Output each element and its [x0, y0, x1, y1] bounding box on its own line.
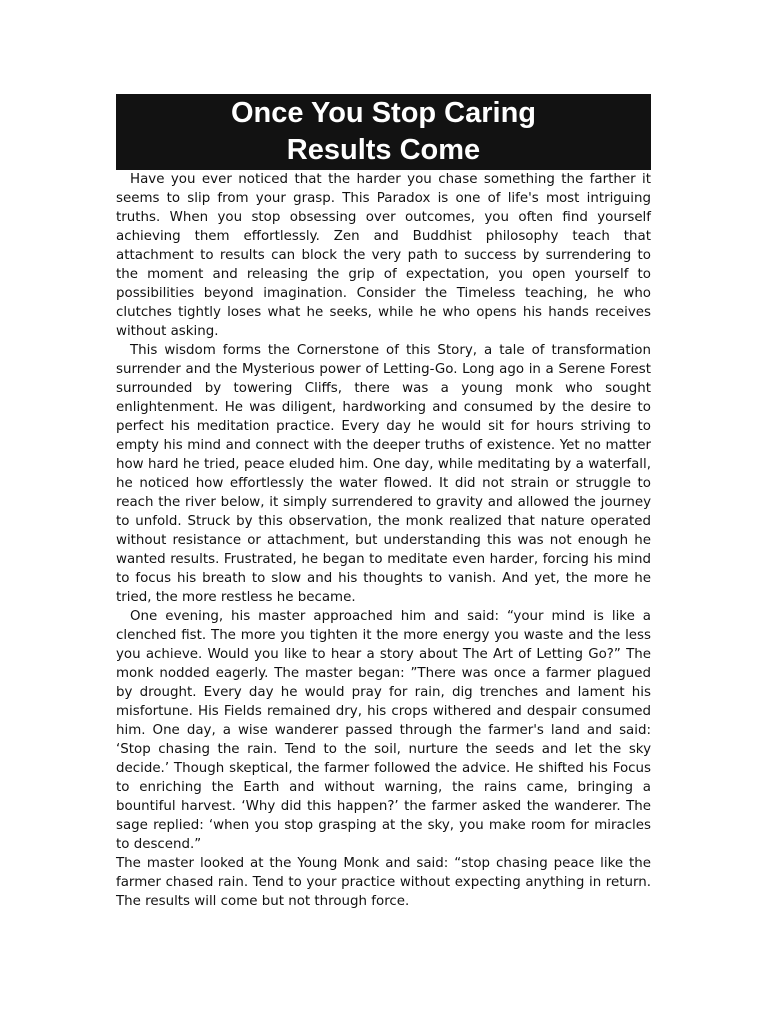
- paragraph-4: The master looked at the Young Monk and said: “stop chasing peace like the farmer chased rain. Tend to your practice without expecting anything in return. The results will come but not through force.: [116, 856, 651, 909]
- title-line-2: Results Come: [286, 134, 481, 166]
- document-page: [116, 94, 651, 911]
- title-line-1: Once You Stop Caring: [230, 97, 537, 129]
- paragraph-1: Have you ever noticed that the harder you chase something the farther it seems to slip from your grasp. This Paradox is one of life's most intriguing truths. When you stop obsessing over outcomes, you often find yourself achieving them effortlessly. Zen and Buddhist philosophy teach that attachment to results can block the very path to success by surrendering to the moment and releasing the grip of expectation, you open yourself to possibilities beyond imagination. Consider the Timeless teaching, he who clutches tightly loses what he seeks, while he who opens his hands receives without asking.: [116, 172, 651, 339]
- paragraph-3: One evening, his master approached him and said: “your mind is like a clenched fist. The more you tighten it the more energy you waste and the less you achieve. Would you like to hear a story about The Art of Letting Go?” The monk nodded eagerly. The master began: ”There was once a farmer plagued by drought. Every day he would pray for rain, dig trenches and lament his misfortune. His Fields remained dry, his crops withered and despair consumed him. One day, a wise wanderer passed through the farmer's land and said: ‘Stop chasing the rain. Tend to the soil, nurture the seeds and let the sky decide.’ Though skeptical, the farmer followed the advice. He shifted his Focus to enriching the Earth and without warning, the rains came, bringing a bountiful harvest. ‘Why did this happen?’ the farmer asked the wanderer. The sage replied: ‘when you stop grasping at the sky, you make room for miracles to descend.”: [116, 609, 651, 852]
- story-body: [116, 170, 651, 911]
- paragraph-2: This wisdom forms the Cornerstone of this Story, a tale of transformation surrender and the Mysterious power of Letting-Go. Long ago in a Serene Forest surrounded by towering Cliffs, there was a young monk who sought enlightenment. He was diligent, hardworking and consumed by the desire to perfect his meditation practice. Every day he would sit for hours striving to empty his mind and connect with the deeper truths of existence. Yet no matter how hard he tried, peace eluded him. One day, while meditating by a waterfall, he noticed how effortlessly the water flowed. It did not strain or struggle to reach the river below, it simply surrendered to gravity and allowed the journey to unfold. Struck by this observation, the monk realized that nature operated without resistance or attachment, but understanding this was not enough he wanted results. Frustrated, he began to meditate even harder, forcing his mind to focus his breath to slow and his thoughts to vanish. And yet, the more he tried, the more restless he became.: [116, 343, 651, 605]
- title-banner: [116, 94, 651, 170]
